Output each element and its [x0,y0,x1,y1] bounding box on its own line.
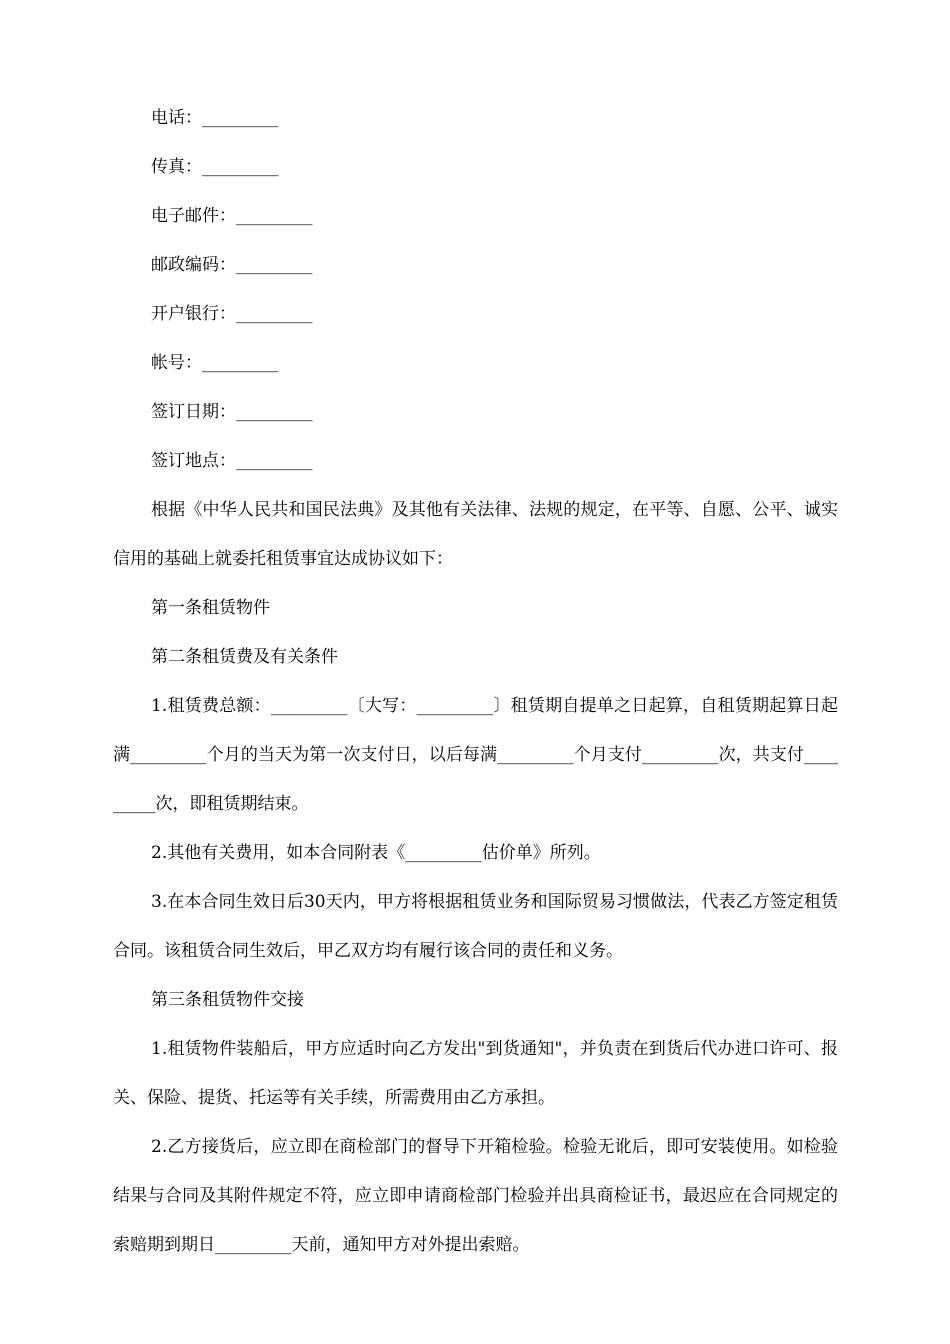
field-sign-place: 签订地点：_________ [151,451,313,471]
article-3-clause-2: 2.乙方接货后，应立即在商检部门的督导下开箱检验。检验无讹后，即可安装使用。如检验结果与合同及其附件规定不符，应立即申请商检部门检验并出具商检证书，最迟应在合同规定的索赔期到期日_________天前，通知甲方对外提出索赔。 [113,1137,838,1255]
article-1-heading: 第一条租赁物件 [151,598,270,618]
field-phone: 电话：_________ [151,108,279,128]
article-2-clause-3: 3.在本合同生效日后30天内，甲方将根据租赁业务和国际贸易习惯做法，代表乙方签定租赁合同。该租赁合同生效后，甲乙双方均有履行该合同的责任和义务。 [113,892,838,961]
article-2-heading: 第二条租赁费及有关条件 [151,647,338,667]
field-postcode: 邮政编码：_________ [151,255,313,275]
field-bank: 开户银行：_________ [151,304,313,324]
article-3-clause-1: 1.租赁物件装船后，甲方应适时向乙方发出"到货通知"，并负责在到货后代办进口许可、报关、保险、提货、托运等有关手续，所需费用由乙方承担。 [113,1039,838,1108]
article-2-clause-1: 1.租赁费总额：_________〔大写：_________〕租赁期自提单之日起算，自租赁期起算日起满_________个月的当天为第一次支付日，以后每满_________个月支付_________次，共支付_________次，即租赁期结束。 [113,696,838,814]
field-account: 帐号：_________ [151,353,279,373]
field-sign-date: 签订日期：_________ [151,402,313,422]
document-body [113,94,838,1270]
field-email: 电子邮件：_________ [151,206,313,226]
field-fax: 传真：_________ [151,157,279,177]
article-3-heading: 第三条租赁物件交接 [151,990,304,1010]
article-2-clause-2: 2.其他有关费用，如本合同附表《_________估价单》所列。 [151,843,601,863]
preamble-paragraph: 根据《中华人民共和国民法典》及其他有关法律、法规的规定，在平等、自愿、公平、诚实信用的基础上就委托租赁事宜达成协议如下： [113,500,838,569]
